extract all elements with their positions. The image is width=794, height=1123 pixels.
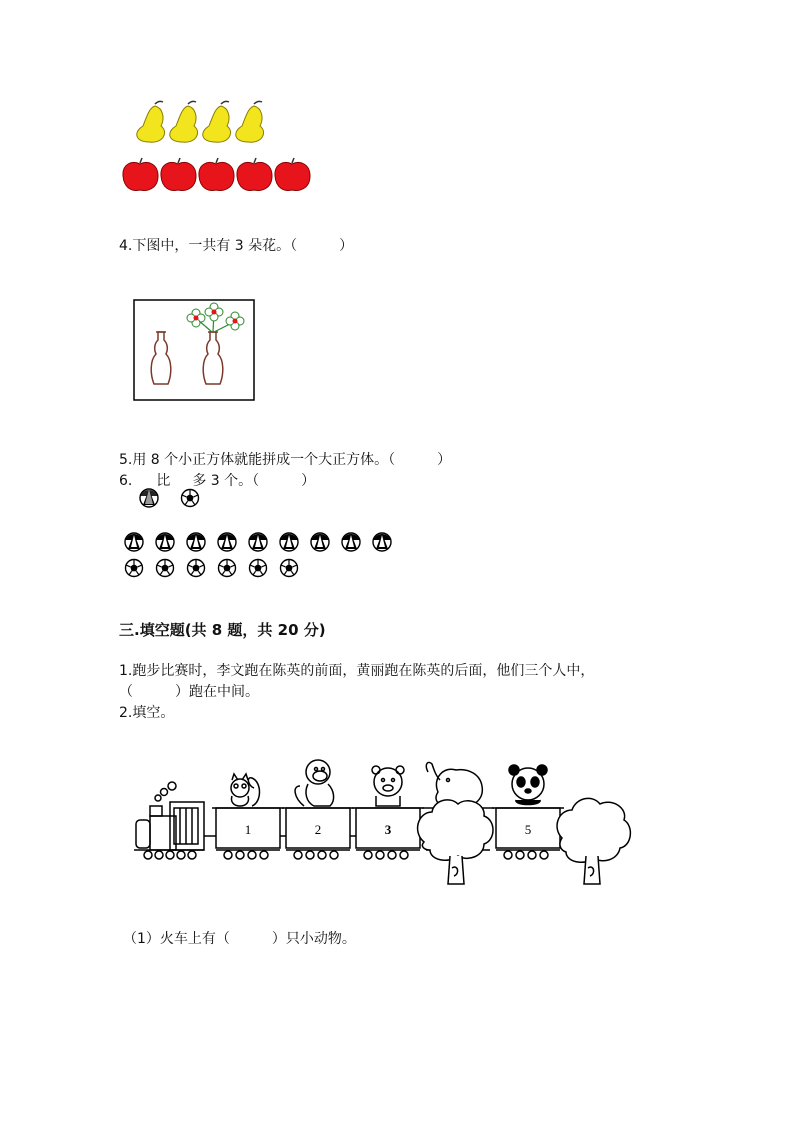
beachball-icon [373, 533, 391, 551]
question-5: 5.用 8 个小正方体就能拼成一个大正方体。（ ） [119, 452, 452, 468]
soccerball-icon [180, 488, 200, 508]
fill-2-sub1: （1）火车上有（ ）只小动物。 [123, 931, 356, 947]
soccerball-icon [126, 560, 143, 577]
beachball-icon [218, 533, 236, 551]
beachball-icon [280, 533, 298, 551]
train-picture [128, 752, 638, 892]
locomotive-icon [134, 782, 204, 859]
car-number-3: 3 [384, 822, 392, 837]
soccerball-icon [281, 560, 298, 577]
section-3-title: 三.填空题(共 8 题，共 20 分) [119, 621, 326, 639]
bear-icon [372, 766, 404, 806]
tree-icon [557, 798, 630, 884]
apple-icon [199, 158, 234, 190]
pear-icon [203, 101, 231, 142]
soccerball-icon [157, 560, 174, 577]
question-6-bi: 比 [156, 473, 171, 489]
tree-icon [418, 800, 493, 884]
soccerball-icon [188, 560, 205, 577]
question-6-rest: 多 3 个。（ ） [192, 473, 316, 489]
question-4: 4.下图中，一共有 3 朵花。（ ） [119, 238, 354, 254]
vase-picture [122, 292, 256, 404]
pears-row [128, 98, 278, 146]
car-number-1: 1 [244, 822, 252, 837]
apples-row [120, 156, 320, 196]
soccerball-icon [219, 560, 236, 577]
squirrel-icon [231, 774, 260, 806]
panda-icon [509, 765, 547, 805]
monkey-icon [295, 760, 334, 806]
beachball-icon [249, 533, 267, 551]
fill-1-line1: 1.跑步比赛时，李文跑在陈英的前面，黄丽跑在陈英的后面，他们三个人中， [119, 663, 595, 679]
beachball-icon [187, 533, 205, 551]
beachball-icon [125, 533, 143, 551]
soccerballs-row [123, 557, 313, 579]
apple-icon [123, 158, 158, 190]
apple-icon [161, 158, 196, 190]
car-number-5: 5 [524, 822, 532, 837]
apple-icon [275, 158, 310, 190]
beachball-icon [342, 533, 360, 551]
elephant-icon [426, 762, 482, 806]
beachball-icon [311, 533, 329, 551]
apple-icon [237, 158, 272, 190]
beachballs-row [122, 530, 402, 554]
question-6-number: 6. [119, 473, 133, 489]
pear-icon [236, 101, 264, 142]
beachball-icon [138, 487, 160, 509]
fill-2-title: 2.填空。 [119, 705, 175, 721]
fill-1-line2: （ ）跑在中间。 [119, 684, 259, 700]
car-number-2: 2 [314, 822, 322, 837]
pear-icon [170, 101, 198, 142]
beachball-icon [156, 533, 174, 551]
soccerball-icon [250, 560, 267, 577]
pear-icon [137, 101, 165, 142]
